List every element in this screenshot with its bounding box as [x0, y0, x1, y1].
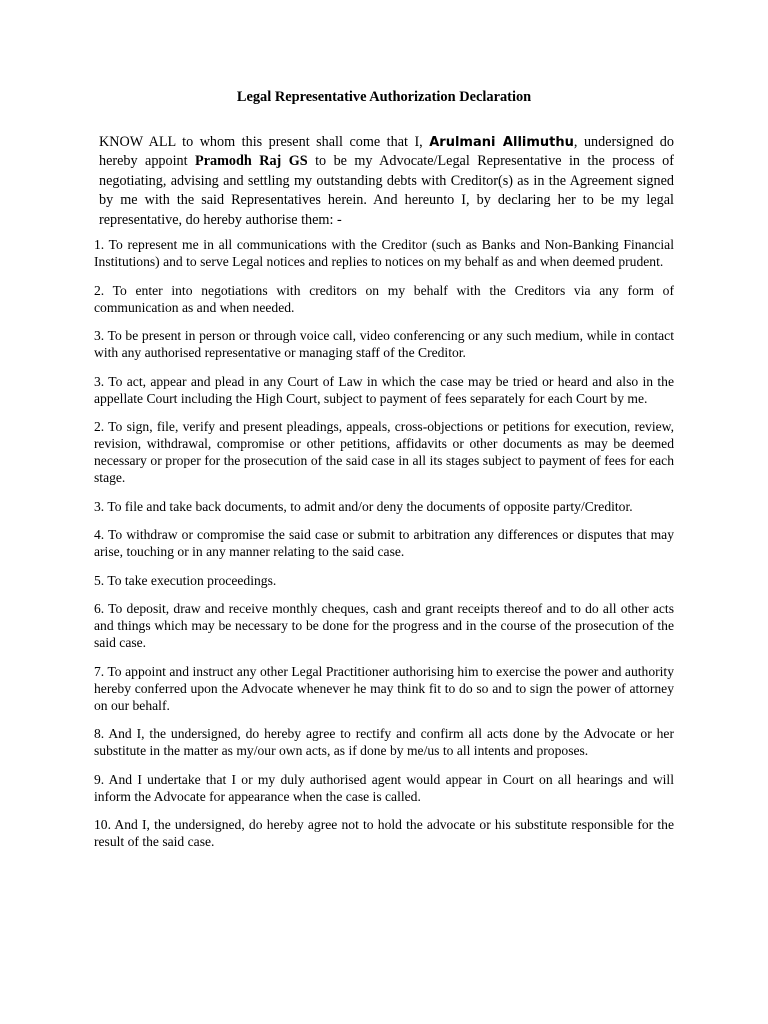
clause-9: 6. To deposit, draw and receive monthly cheques, cash and grant receipts thereof and to do all other acts and things which may be necessary to be done for the progress and in the course of the prosecution of the said case. [94, 601, 674, 650]
clause-11: 8. And I, the undersigned, do hereby agree to rectify and confirm all acts done by the Advocate or her substitute in the matter as my/our own acts, as if done by me/us to all intents and proposes. [94, 726, 674, 758]
principal-name: Arulmani Allimuthu [429, 135, 574, 150]
intro-text-2: , undersigned do hereby appoint [99, 134, 674, 170]
clause-3: 3. To be present in person or through voice call, video conferencing or any such medium, while in contact with any authorised representative or managing staff of the Creditor. [94, 328, 674, 360]
clause-10: 7. To appoint and instruct any other Legal Practitioner authorising him to exercise the power and authority hereby conferred upon the Advocate whenever he may think fit to do so and to sign the power of attorney on our behalf. [94, 663, 674, 713]
clause-5: 2. To sign, file, verify and present pleadings, appeals, cross-objections or petitions for execution, review, revision, withdrawal, compromise or other petitions, affidavits or other documents as may be deemed necessary or proper for the prosecution of the said case in all its stages subject to payment of fees for each stage. [94, 419, 674, 485]
clause-4: 3. To act, appear and plead in any Court of Law in which the case may be tried or heard and also in the appellate Court including the High Court, subject to payment of fees separately for each Court by me. [94, 373, 674, 406]
clause-6: 3. To file and take back documents, to admit and/or deny the documents of opposite party/Creditor. [94, 498, 633, 514]
intro-paragraph [99, 133, 674, 230]
clause-1: 1. To represent me in all communications with the Creditor (such as Banks and Non-Banking Financial Institutions) and to serve Legal notices and replies to notices on my behalf as and when deemed prudent. [94, 237, 674, 269]
intro-text-3: to be my Advocate/Legal Representative in the process of negotiating, advising and settling my outstanding debts with Creditor(s) as in the Agreement signed by me with the said Representatives herein. And hereunto I, by declaring her to be my legal representative, do hereby authorise them: - [99, 153, 674, 228]
clause-13: 10. And I, the undersigned, do hereby agree not to hold the advocate or his substitute responsible for the result of the said case. [94, 817, 674, 849]
clause-2: 2. To enter into negotiations with creditors on my behalf with the Creditors via any form of communication as and when needed. [94, 282, 674, 315]
document-title: Legal Representative Authorization Declaration [236, 89, 532, 105]
clause-7: 4. To withdraw or compromise the said case or submit to arbitration any differences or disputes that may arise, touching or in any manner relating to the said case. [94, 527, 674, 559]
representative-name: Pramodh Raj GS [195, 153, 308, 170]
clauses-list [94, 236, 674, 862]
clause-8: 5. To take execution proceedings. [94, 572, 277, 588]
intro-text-1: KNOW ALL to whom this present shall come that I, [99, 134, 430, 150]
clause-12: 9. And I undertake that I or my duly authorised agent would appear in Court on all hearings and will inform the Advocate for appearance when the case is called. [94, 771, 674, 804]
